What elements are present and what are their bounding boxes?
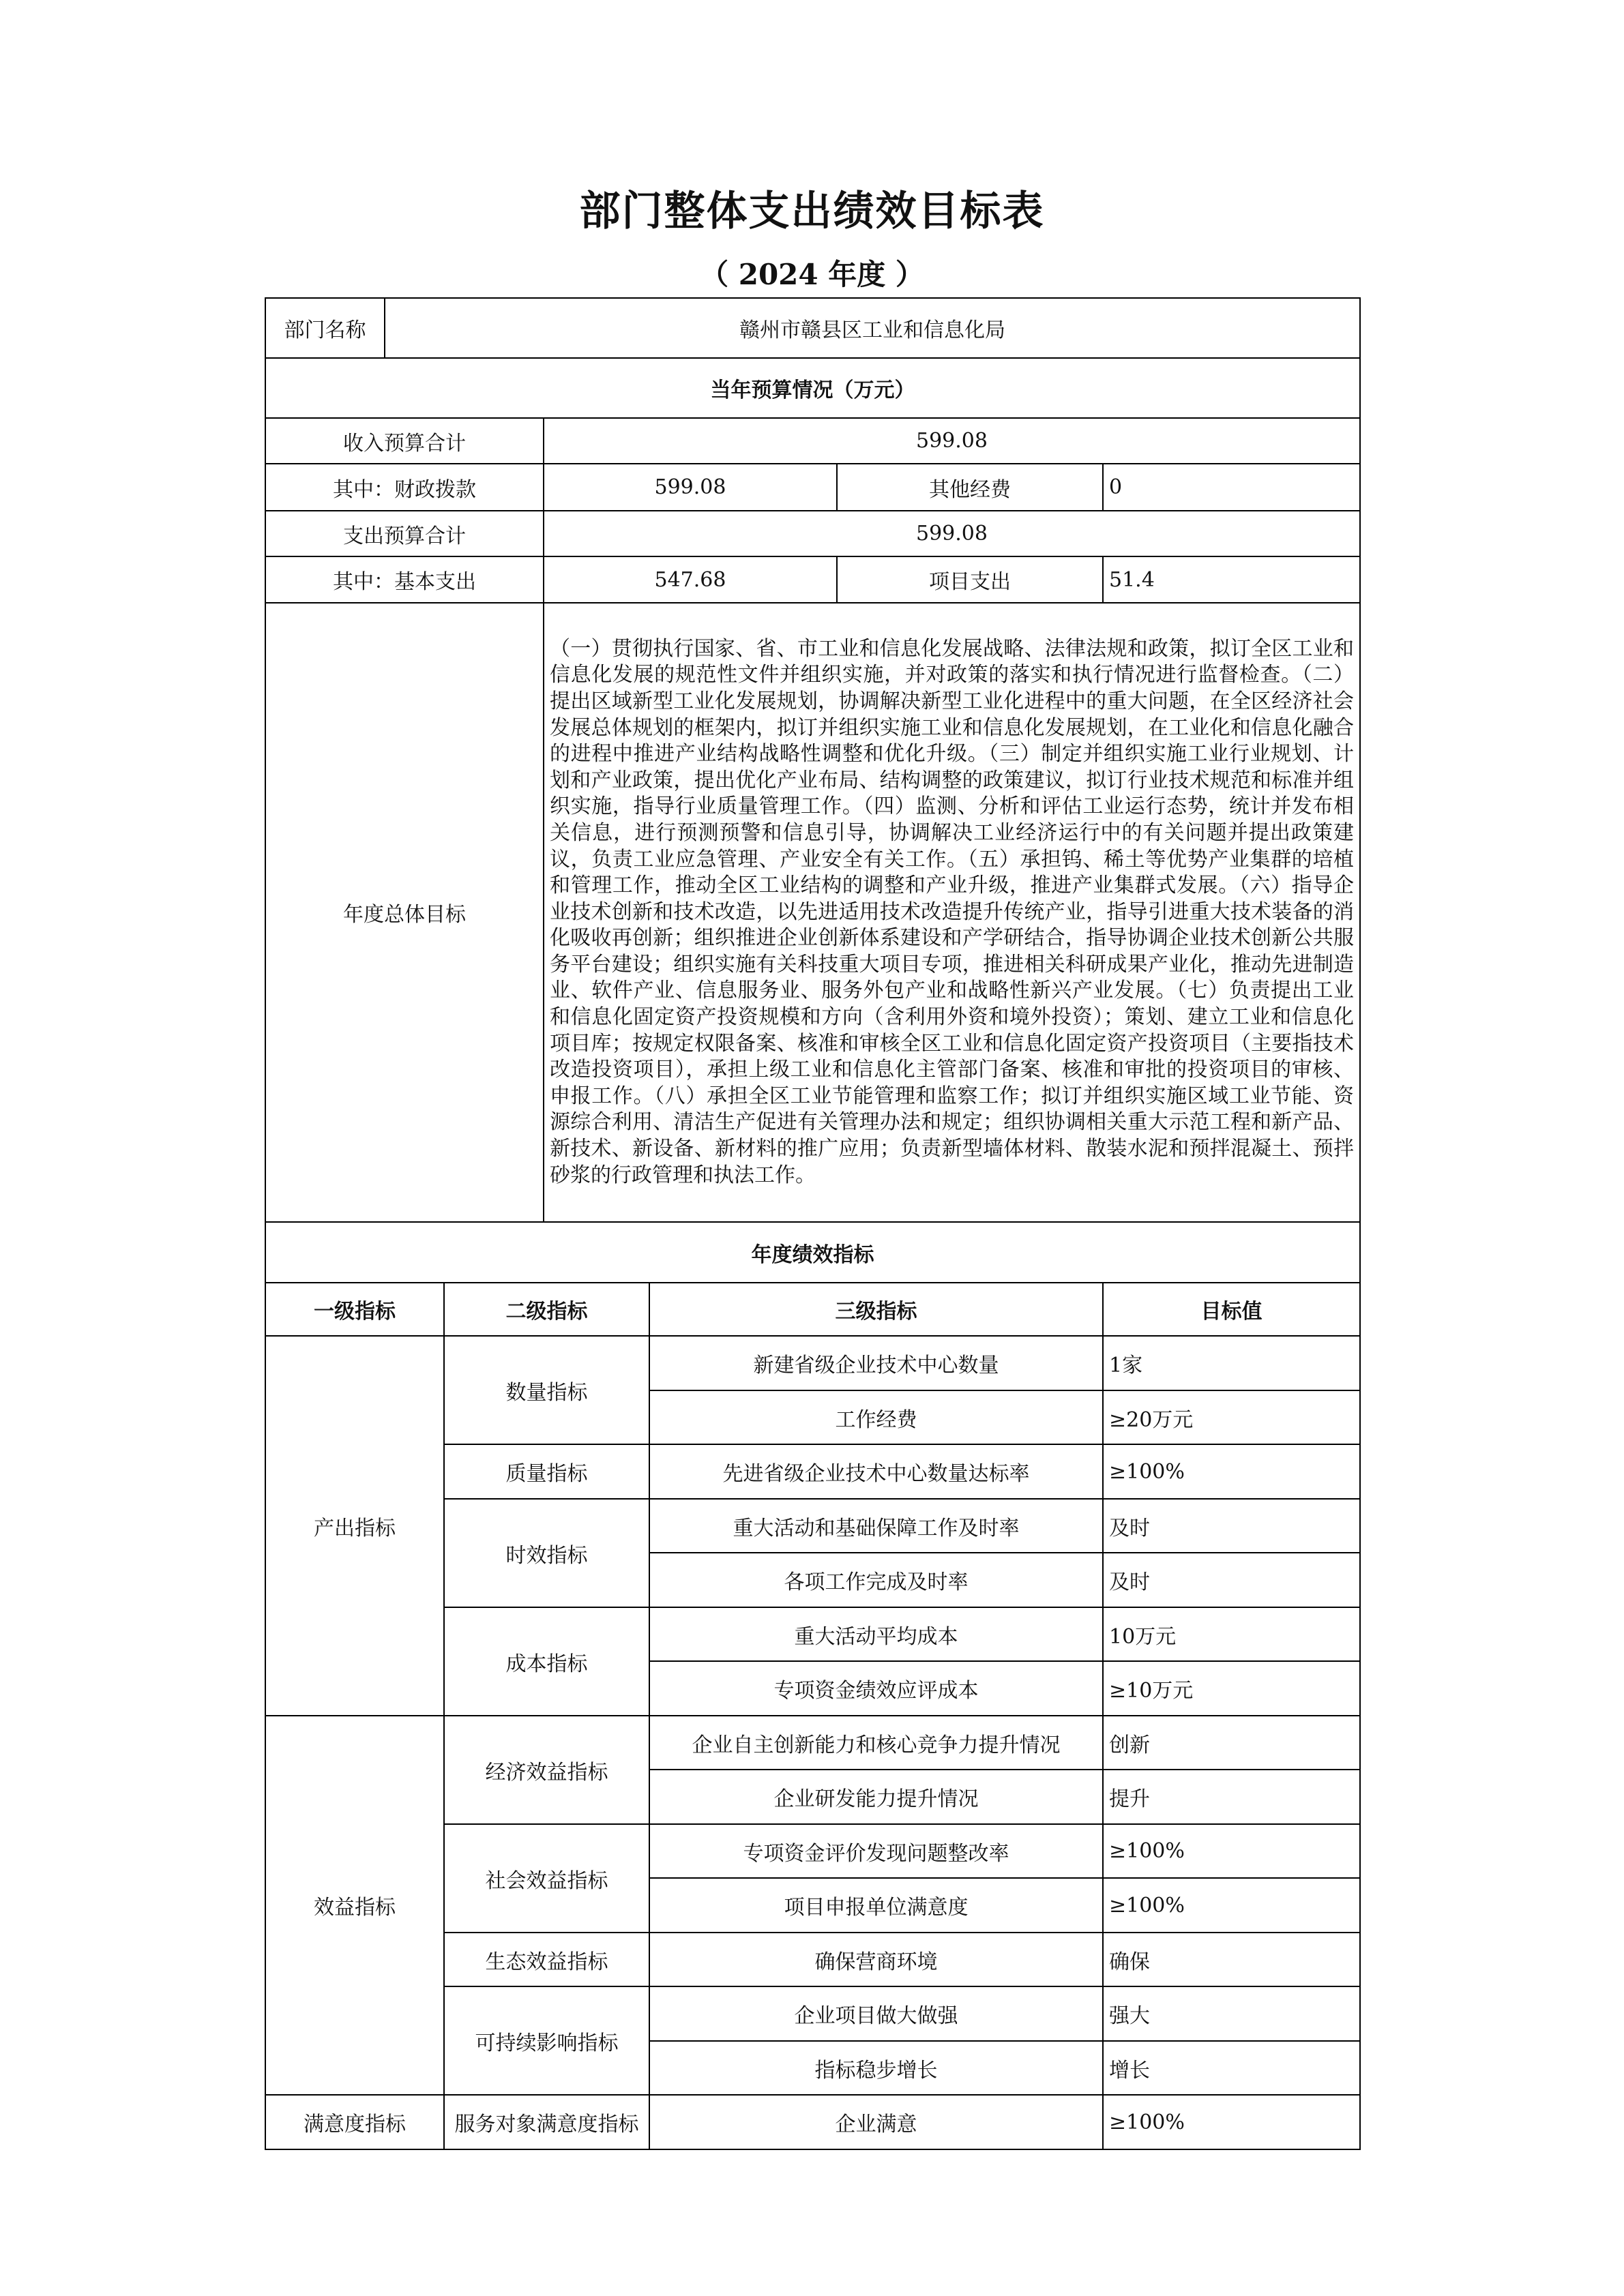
sub-service-satisfaction: 服务对象满意度指标 bbox=[444, 2095, 649, 2149]
project-expense-label: 项目支出 bbox=[837, 556, 1103, 603]
target-cell: 强大 bbox=[1103, 1986, 1360, 2041]
target-cell: ≥100% bbox=[1103, 2095, 1360, 2149]
target-cell: 及时 bbox=[1103, 1553, 1360, 1607]
basic-expense-label: 其中：基本支出 bbox=[265, 556, 544, 603]
target-cell: 及时 bbox=[1103, 1499, 1360, 1553]
header-level2: 二级指标 bbox=[444, 1283, 649, 1336]
sub-social: 社会效益指标 bbox=[444, 1824, 649, 1933]
year-subtitle: （ 2024 年度 ） bbox=[700, 258, 924, 291]
income-total-label: 收入预算合计 bbox=[265, 418, 544, 464]
annual-goal-text: （一）贯彻执行国家、省、市工业和信息化发展战略、法律法规和政策，拟订全区工业和信息化发展的规范性文件并组织实施，并对政策的落实和执行情况进行监督检查。（二）提出区域新型工业化发展规划，协调解决新型工业化进程中的重大问题，在全区经济社会发展总体规划的框架内，拟订并组织实施工业和信息化发展规划，在工业化和信息化融合的进程中推进产业结构战略性调整和优化升级。（三）制定并组织实施工业行业规划、计划和产业政策，提出优化产业布局、结构调整的政策建议，拟订行业技术规范和标准并组织实施，指导行业质量管理工作。（四）监测、分析和评估工业运行态势，统计并发布相关信息，进行预测预警和信息引导，协调解决工业经济运行中的有关问题并提出政策建议，负责工业应急管理、产业安全有关工作。（五）承担钨、稀土等优势产业集群的培植和管理工作，推动全区工业结构的调整和产业升级，推进产业集群式发展。（六）指导企业技术创新和技术改造，以先进适用技术改造提升传统产业，指导引进重大技术装备的消化吸收再创新；组织推进企业创新体系建设和产学研结合，指导协调企业技术创新公共服务平台建设；组织实施有关科技重大项目专项，推进相关科研成果产业化，推动先进制造业、软件产业、信息服务业、服务外包产业和战略性新兴产业发展。（七）负责提出工业和信息化固定资产投资规模和方向（含利用外资和境外投资）；策划、建立工业和信息化项目库；按规定权限备案、核准和审核全区工业和信息化固定资产投资项目（主要指技术改造投资项目），承担上级工业和信息化主管部门备案、核准和审批的投资项目的审核、申报工作。（八）承担全区工业节能管理和监察工作；拟订并组织实施区域工业节能、资源综合利用、清洁生产促进有关管理办法和规定；组织协调相关重大示范工程和新产品、新技术、新设备、新材料的推广应用；负责新型墙体材料、散装水泥和预拌混凝土、预拌砂浆的行政管理和执法工作。 bbox=[544, 603, 1360, 1222]
target-cell: ≥100% bbox=[1103, 1878, 1360, 1933]
sub-quantity: 数量指标 bbox=[444, 1336, 649, 1444]
target-cell: 创新 bbox=[1103, 1716, 1360, 1770]
other-funds-value: 0 bbox=[1103, 464, 1360, 511]
target-cell: ≥100% bbox=[1103, 1444, 1360, 1499]
indicator-cell: 先进省级企业技术中心数量达标率 bbox=[649, 1444, 1103, 1499]
sub-timeliness: 时效指标 bbox=[444, 1499, 649, 1607]
indicator-cell: 确保营商环境 bbox=[649, 1933, 1103, 1986]
expense-total-label: 支出预算合计 bbox=[265, 511, 544, 556]
indicator-cell: 各项工作完成及时率 bbox=[649, 1553, 1103, 1607]
sub-cost: 成本指标 bbox=[444, 1607, 649, 1716]
indicator-cell: 项目申报单位满意度 bbox=[649, 1878, 1103, 1933]
indicator-cell: 企业自主创新能力和核心竞争力提升情况 bbox=[649, 1716, 1103, 1770]
target-cell: 10万元 bbox=[1103, 1607, 1360, 1661]
performance-table bbox=[265, 297, 1361, 2150]
target-cell: ≥10万元 bbox=[1103, 1661, 1360, 1716]
dept-label: 部门名称 bbox=[265, 298, 385, 358]
expense-total-value: 599.08 bbox=[544, 511, 1360, 556]
header-target: 目标值 bbox=[1103, 1283, 1360, 1336]
budget-section-title: 当年预算情况（万元） bbox=[265, 358, 1360, 418]
indicator-cell: 新建省级企业技术中心数量 bbox=[649, 1336, 1103, 1390]
fiscal-allocation-label: 其中：财政拨款 bbox=[265, 464, 544, 511]
indicator-cell: 企业满意 bbox=[649, 2095, 1103, 2149]
indicator-cell: 专项资金绩效应评成本 bbox=[649, 1661, 1103, 1716]
sub-sustainable: 可持续影响指标 bbox=[444, 1986, 649, 2095]
indicator-cell: 企业项目做大做强 bbox=[649, 1986, 1103, 2041]
dept-name: 赣州市赣县区工业和信息化局 bbox=[385, 298, 1360, 358]
sub-ecological: 生态效益指标 bbox=[444, 1933, 649, 1986]
indicator-cell: 重大活动平均成本 bbox=[649, 1607, 1103, 1661]
indicator-cell: 指标稳步增长 bbox=[649, 2041, 1103, 2095]
income-total-value: 599.08 bbox=[544, 418, 1360, 464]
fiscal-allocation-value: 599.08 bbox=[544, 464, 837, 511]
page-title: 部门整体支出绩效目标表 bbox=[579, 188, 1045, 235]
perf-section-title: 年度绩效指标 bbox=[265, 1222, 1360, 1283]
target-cell: ≥20万元 bbox=[1103, 1390, 1360, 1444]
group-satisfaction: 满意度指标 bbox=[265, 2095, 444, 2149]
target-cell: 提升 bbox=[1103, 1770, 1360, 1824]
header-level3: 三级指标 bbox=[649, 1283, 1103, 1336]
group-output: 产出指标 bbox=[265, 1336, 444, 1716]
other-funds-label: 其他经费 bbox=[837, 464, 1103, 511]
indicator-cell: 重大活动和基础保障工作及时率 bbox=[649, 1499, 1103, 1553]
target-cell: 确保 bbox=[1103, 1933, 1360, 1986]
indicator-cell: 工作经费 bbox=[649, 1390, 1103, 1444]
annual-goal-label: 年度总体目标 bbox=[265, 603, 544, 1222]
table-row bbox=[265, 2095, 1360, 2149]
group-benefit: 效益指标 bbox=[265, 1716, 444, 2095]
project-expense-value: 51.4 bbox=[1103, 556, 1360, 603]
indicator-cell: 专项资金评价发现问题整改率 bbox=[649, 1824, 1103, 1878]
header-level1: 一级指标 bbox=[265, 1283, 444, 1336]
target-cell: 1家 bbox=[1103, 1336, 1360, 1390]
target-cell: ≥100% bbox=[1103, 1824, 1360, 1878]
table-row bbox=[265, 1716, 1360, 1770]
table-row bbox=[265, 1336, 1360, 1390]
sub-economic: 经济效益指标 bbox=[444, 1716, 649, 1824]
target-cell: 增长 bbox=[1103, 2041, 1360, 2095]
basic-expense-value: 547.68 bbox=[544, 556, 837, 603]
sub-quality: 质量指标 bbox=[444, 1444, 649, 1499]
indicator-cell: 企业研发能力提升情况 bbox=[649, 1770, 1103, 1824]
